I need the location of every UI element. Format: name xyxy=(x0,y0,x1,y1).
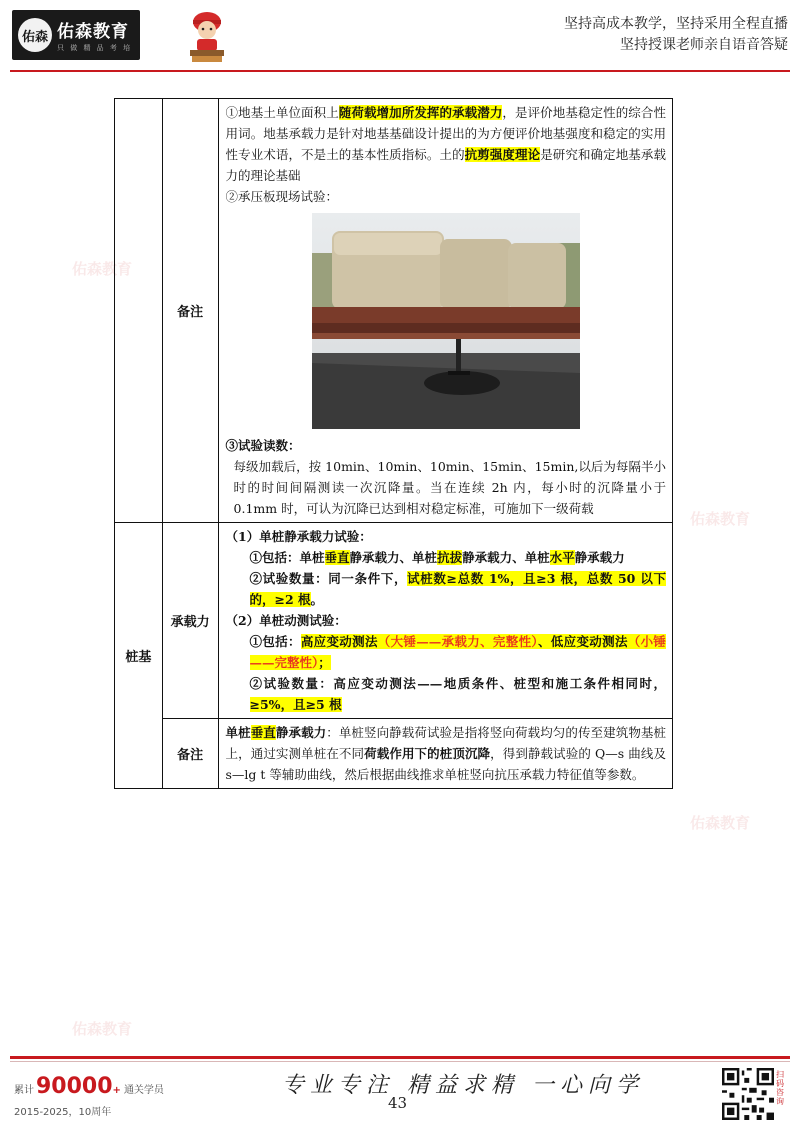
row-category: 备注 xyxy=(162,719,218,789)
highlighted-term: 水平 xyxy=(549,550,575,565)
text-run: ①包括：单桩 xyxy=(249,550,325,565)
text-run: ，得到静载试验的 Q—s 曲线及 s—lg t 等辅助曲线，然后根据曲线推求单桩竖向抗压承载力特征值等参数。 xyxy=(225,746,666,782)
stat-suffix: 通关学员 xyxy=(123,1085,164,1096)
row-content xyxy=(218,523,672,719)
row-category: 承载力 xyxy=(162,523,218,719)
highlighted-term: 抗剪强度理论 xyxy=(464,147,541,162)
stat-number: 90000 xyxy=(36,1074,113,1099)
text-run: 是研究和确定地基承载力的理论基础 xyxy=(225,147,666,183)
highlighted-term: 、低应变动测法 xyxy=(537,634,628,649)
content-table xyxy=(114,98,673,789)
table-cell-empty xyxy=(115,99,163,523)
heading-dynamic-test: （2）单桩动测试验： xyxy=(225,613,347,628)
row-content xyxy=(218,719,672,789)
highlighted-term: 随荷载增加所发挥的承载潜力 xyxy=(338,105,503,120)
text-run: ②试验数量：高应变动测法——地质条件、桩型和施工条件相同时， xyxy=(249,676,666,691)
paragraph-static-load-test xyxy=(226,722,666,785)
text-run: ①地基土单位面积上 xyxy=(225,105,339,120)
highlighted-term: 试桩数≥总数 1%，且≥3 根，总数 50 以下的，≥2 根 xyxy=(249,571,666,607)
slogan-line-1: 坚持高成本教学，坚持采用全程直播 xyxy=(564,16,788,32)
text-run: 静承载力、单桩 xyxy=(462,550,550,565)
line-static-includes xyxy=(226,547,666,568)
footer-divider-thin xyxy=(10,1061,790,1062)
text-run: ：单桩竖向静载荷试验是指将竖向荷载均匀的传至建筑物基桩上，通过实测单桩在不同 xyxy=(225,725,666,761)
stat-prefix: 累计 xyxy=(14,1085,34,1096)
mascot-icon xyxy=(184,8,230,64)
line-static-quantity xyxy=(226,568,666,610)
line-dynamic-quantity xyxy=(226,673,666,715)
text-run: ②试验数量：同一条件下， xyxy=(249,571,408,586)
line-dynamic-includes xyxy=(226,631,666,673)
paragraph-bearing-capacity xyxy=(226,102,666,186)
header-divider xyxy=(10,70,790,72)
page-header xyxy=(0,0,800,72)
highlighted-term: 高应变动测法 xyxy=(300,634,378,649)
row-group-pile-foundation: 桩基 xyxy=(115,523,163,789)
row-category: 备注 xyxy=(162,99,218,523)
highlighted-term: 垂直 xyxy=(250,725,276,740)
paragraph-reading-title: ③试验读数： xyxy=(225,438,301,453)
watermark: 佑森教育 xyxy=(690,510,751,528)
text-run: 单桩 xyxy=(225,725,251,740)
qr-label: 扫码咨询 xyxy=(776,1070,784,1106)
qr-code-icon[interactable] xyxy=(722,1068,774,1120)
watermark: 佑森教育 xyxy=(690,814,751,832)
page-number: 43 xyxy=(388,1094,408,1112)
text-run: 静承载力 xyxy=(574,550,625,565)
highlighted-term: 抗拔 xyxy=(437,550,463,565)
table-row xyxy=(115,99,673,523)
text-run: ，是评价地基稳定性的综合性用词。地基承载力是针对地基基础设计提出的为方便评价地基强度和稳定的实用性专业术语，不是土的基本性质指标。土的 xyxy=(225,105,666,162)
footer-divider xyxy=(10,1056,790,1059)
heading-static-test: （1）单桩静承载力试验： xyxy=(225,529,372,544)
plate-load-test-photo xyxy=(312,213,580,429)
footer-stats xyxy=(14,1074,164,1118)
logo-subtitle: 只 做 精 品 考 培 xyxy=(57,44,133,52)
logo-seal-icon: 佑森 xyxy=(18,18,52,52)
table-row xyxy=(115,719,673,789)
watermark: 佑森教育 xyxy=(72,260,133,278)
text-run: 静承载力、单桩 xyxy=(349,550,438,565)
header-slogan xyxy=(564,14,788,56)
bold-term: 荷载作用下的桩顶沉降 xyxy=(364,746,491,761)
highlighted-term: ； xyxy=(318,655,331,670)
row-content xyxy=(218,99,672,523)
slogan-line-2: 坚持授课老师亲自语音答疑 xyxy=(620,37,788,53)
paragraph-reading-body: 每级加载后，按 10min、10min、10min、15min、15min,以后为每隔半小时的时间间隔测读一次沉降量。当在连续 2h 内，每小时的沉降量小于 0.1mm 时，可认为沉降已达到相对稳定标准，可施加下一级荷载 xyxy=(233,459,666,516)
brand-logo xyxy=(12,10,140,60)
text-run: 静承载力 xyxy=(275,725,327,740)
footer-calligraphy: 专业专注 精益求精 一心向学 xyxy=(282,1073,644,1098)
watermark: 佑森教育 xyxy=(72,1020,133,1038)
stat-plus: + xyxy=(112,1085,121,1096)
table-row xyxy=(115,523,673,719)
highlighted-term-red: （大锤——承载力、完整性） xyxy=(377,634,538,649)
paragraph-plate-test: ②承压板现场试验： xyxy=(225,189,339,204)
highlighted-term-red: （小锤——完整性） xyxy=(249,634,666,670)
text-run: 。 xyxy=(310,592,324,607)
logo-name: 佑森教育 xyxy=(57,22,129,42)
stat-years: 2015-2025，10周年 xyxy=(14,1107,112,1118)
highlighted-term: ≥5%，且≥5 根 xyxy=(249,697,342,712)
text-run: ①包括： xyxy=(249,634,301,649)
highlighted-term: 垂直 xyxy=(324,550,350,565)
